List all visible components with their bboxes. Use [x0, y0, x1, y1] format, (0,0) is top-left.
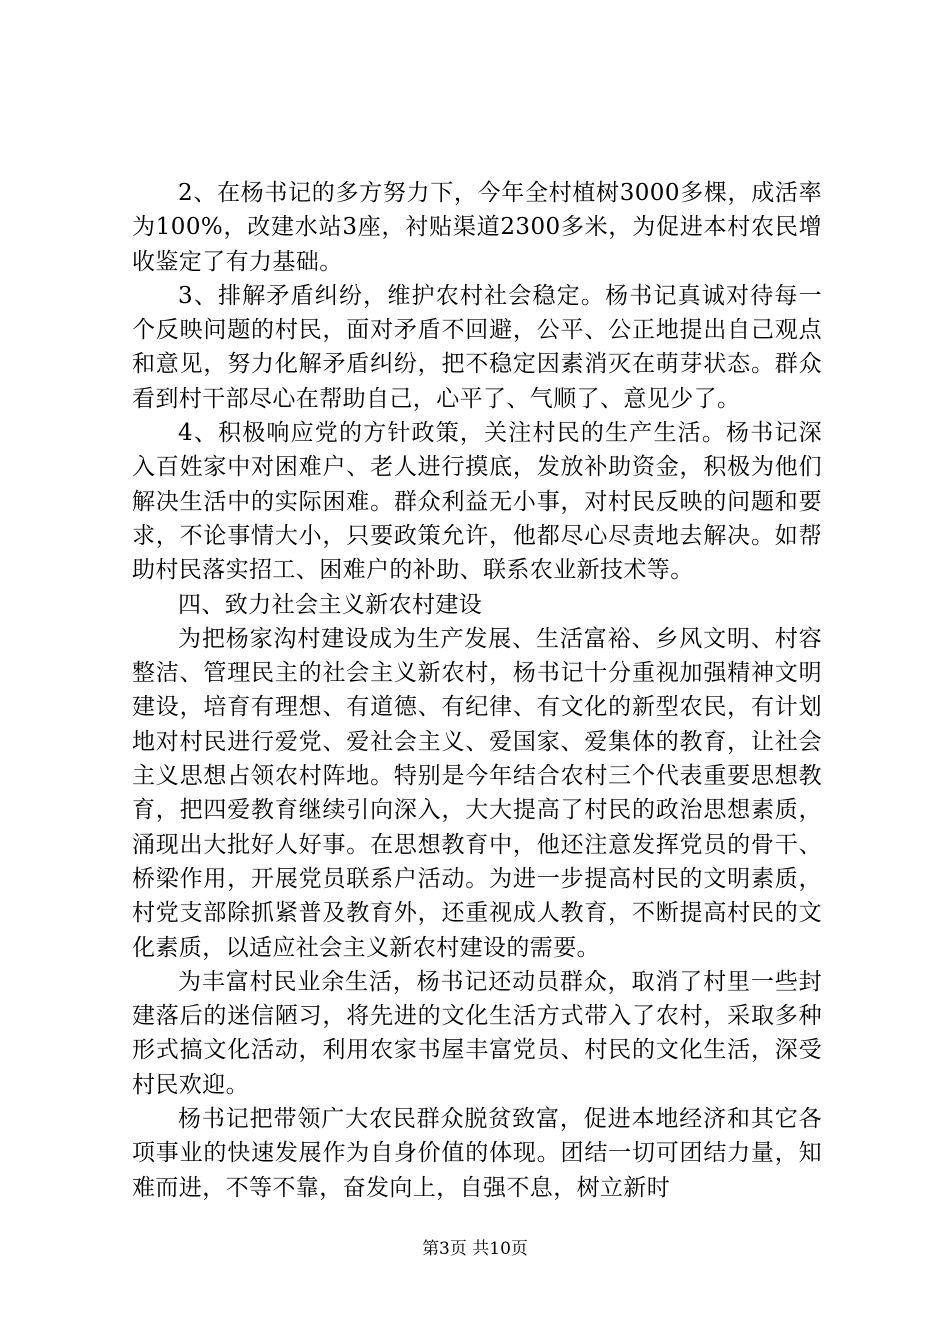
paragraph-item-3: 3、排解矛盾纠纷，维护农村社会稳定。杨书记真诚对待每一个反映问题的村民，面对矛盾不回避，公平、公正地提出自己观点和意见，努力化解矛盾纠纷，把不稳定因素消灭在萌芽状态。群众看到村干部尽心在帮助自己，心平了、气顺了、意见少了。 — [132, 282, 822, 412]
paragraph-leadership: 杨书记把带领广大农民群众脱贫致富，促进本地经济和其它各项事业的快速发展作为自身价值的体现。团结一切可团结力量，知难而进，不等不靠，奋发向上，自强不息，树立新时 — [132, 1106, 822, 1201]
paragraph-item-2: 2、在杨书记的多方努力下，今年全村植树3000多棵，成活率为100%，改建水站3座，衬贴渠道2300多米，为促进本村农民增收鉴定了有力基础。 — [132, 180, 822, 275]
document-body — [132, 176, 822, 1205]
paragraph-new-village: 为把杨家沟村建设成为生产发展、生活富裕、乡风文明、村容整洁、管理民主的社会主义新农村，杨书记十分重视加强精神文明建设，培育有理想、有道德、有纪律、有文化的新型农民，有计划地对村民进行爱党、爱社会主义、爱国家、爱集体的教育，让社会主义思想占领农村阵地。特别是今年结合农村三个代表重要思想教育，把四爱教育继续引向深入，大大提高了村民的政治思想素质，涌现出大批好人好事。在思想教育中，他还注意发挥党员的骨干、桥梁作用，开展党员联系户活动。为进一步提高村民的文明素质，村党支部除抓紧普及教育外，还重视成人教育，不断提高村民的文化素质，以适应社会主义新农村建设的需要。 — [132, 625, 822, 961]
paragraph-cultural-life: 为丰富村民业余生活，杨书记还动员群众，取消了村里一些封建落后的迷信陋习，将先进的文化生活方式带入了农村，采取多种形式搞文化活动，利用农家书屋丰富党员、村民的文化生活，深受村民欢迎。 — [132, 968, 822, 1098]
section-heading: 四、致力社会主义新农村建设 — [178, 591, 483, 618]
paragraph-item-4: 4、积极响应党的方针政策，关注村民的生产生活。杨书记深入百姓家中对困难户、老人进行摸底，发放补助资金，积极为他们解决生活中的实际困难。群众利益无小事，对村民反映的问题和要求，不论事情大小，只要政策允许，他都尽心尽责地去解决。如帮助村民落实招工、困难户的补助、联系农业新技术等。 — [132, 420, 822, 584]
page-number-footer: 第3页 共10页 — [422, 1239, 528, 1259]
